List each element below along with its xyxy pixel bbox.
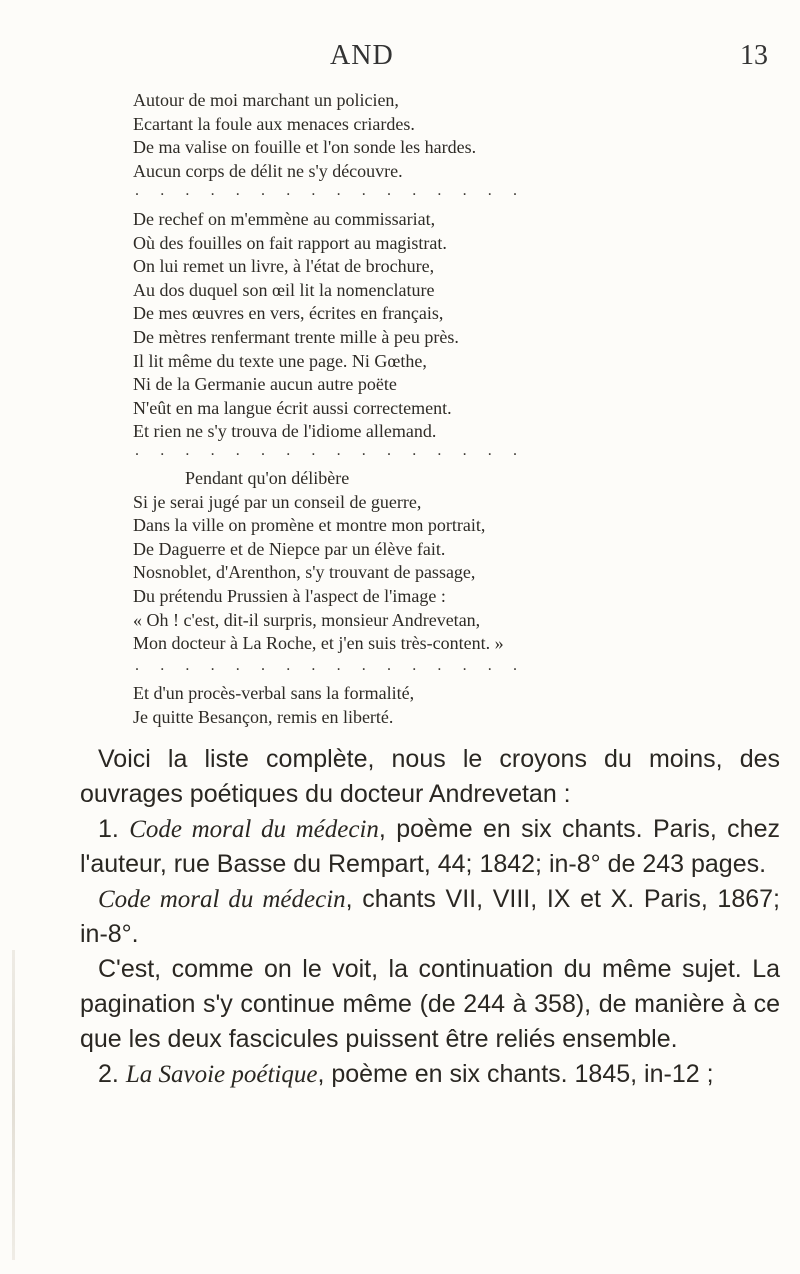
verse-line: Si je serai jugé par un conseil de guerre, [133,491,422,512]
verse-line: Où des fouilles on fait rapport au magistrat. [133,232,447,253]
verse-line: « Oh ! c'est, dit-il surpris, monsieur Andrevetan, [133,609,481,630]
verse-line: De mes œuvres en vers, écrites en français, [133,303,444,324]
verse-line: Et rien ne s'y trouva de l'idiome allemand. [133,421,437,442]
ellipsis-row: . . . . . . . . . . . . . . . . [135,442,526,459]
verse-line: Ni de la Germanie aucun autre poëte [133,374,397,395]
bibliography-text [80,742,780,1092]
ellipsis-row: . . . . . . . . . . . . . . . . [135,657,526,674]
verse-line: Il lit même du texte une page. Ni Gœthe, [133,350,427,371]
work-title: Code moral du médecin [98,886,346,913]
bibliography-entry-1b [80,882,780,952]
verse-line: Autour de moi marchant un policien, [133,90,399,110]
verse-line: On lui remet un livre, à l'état de brochure, [133,256,435,277]
running-title: AND [330,40,394,71]
verse-line: Nosnoblet, d'Arenthon, s'y trouvant de passage, [133,562,476,583]
stanza-3 [133,467,773,656]
stanza-4 [133,682,773,729]
entry-details: , poème en six chants. Paris, chez l'auteur, rue Basse du Rempart, 44; 1842; in-8° de 243 pages. [80,815,780,878]
verse-line: De mètres renfermant trente mille à peu près. [133,326,459,347]
stanza-1 [133,89,773,183]
ellipsis-row: . . . . . . . . . . . . . . . . [135,182,526,199]
entry-number: 1. [98,815,119,843]
work-title: La Savoie poétique [125,1061,318,1088]
verse-line: Et d'un procès-verbal sans la formalité, [133,683,415,703]
entry-details: , chants VII, VIII, IX et X. Paris, 1867; in-8°. [80,885,780,948]
stanza-2 [133,208,773,444]
verse-line: Ecartant la foule aux menaces criardes. [133,113,415,134]
verse-line: Dans la ville on promène et montre mon portrait, [133,515,486,536]
bibliography-entry-2 [80,1057,780,1092]
verse-line: Pendant qu'on délibère [185,468,350,488]
work-title: Code moral du médecin [129,816,379,843]
page-number: 13 [740,40,768,71]
note-paragraph: C'est, comme on le voit, la continuation du même sujet. La pagination s'y continue même (de 244 à 358), de manière à ce que les deux fascicules puissent être reliés ensemble. [80,955,780,1053]
bibliography-entry-1 [80,812,780,882]
page-header [0,40,800,74]
verse-line: Aucun corps de délit ne s'y découvre. [133,160,403,181]
verse-line: De rechef on m'emmène au commissariat, [133,209,436,229]
verse-line: Du prétendu Prussien à l'aspect de l'image : [133,585,446,606]
verse-line: De ma valise on fouille et l'on sonde les hardes. [133,137,477,158]
intro-paragraph: Voici la liste complète, nous le croyons du moins, des ouvrages poétiques du docteur Andrevetan : [80,745,780,808]
page-edge-shadow [12,950,15,1260]
entry-number: 2. [98,1060,119,1088]
verse-line: N'eût en ma langue écrit aussi correctement. [133,397,452,418]
verse-line: Au dos duquel son œil lit la nomenclature [133,279,435,300]
verse-line: Je quitte Besançon, remis en liberté. [133,706,394,727]
verse-line: De Daguerre et de Niepce par un élève fait. [133,538,446,559]
verse-line: Mon docteur à La Roche, et j'en suis très-content. » [133,633,504,654]
entry-details: , poème en six chants. 1845, in-12 ; [317,1060,714,1088]
